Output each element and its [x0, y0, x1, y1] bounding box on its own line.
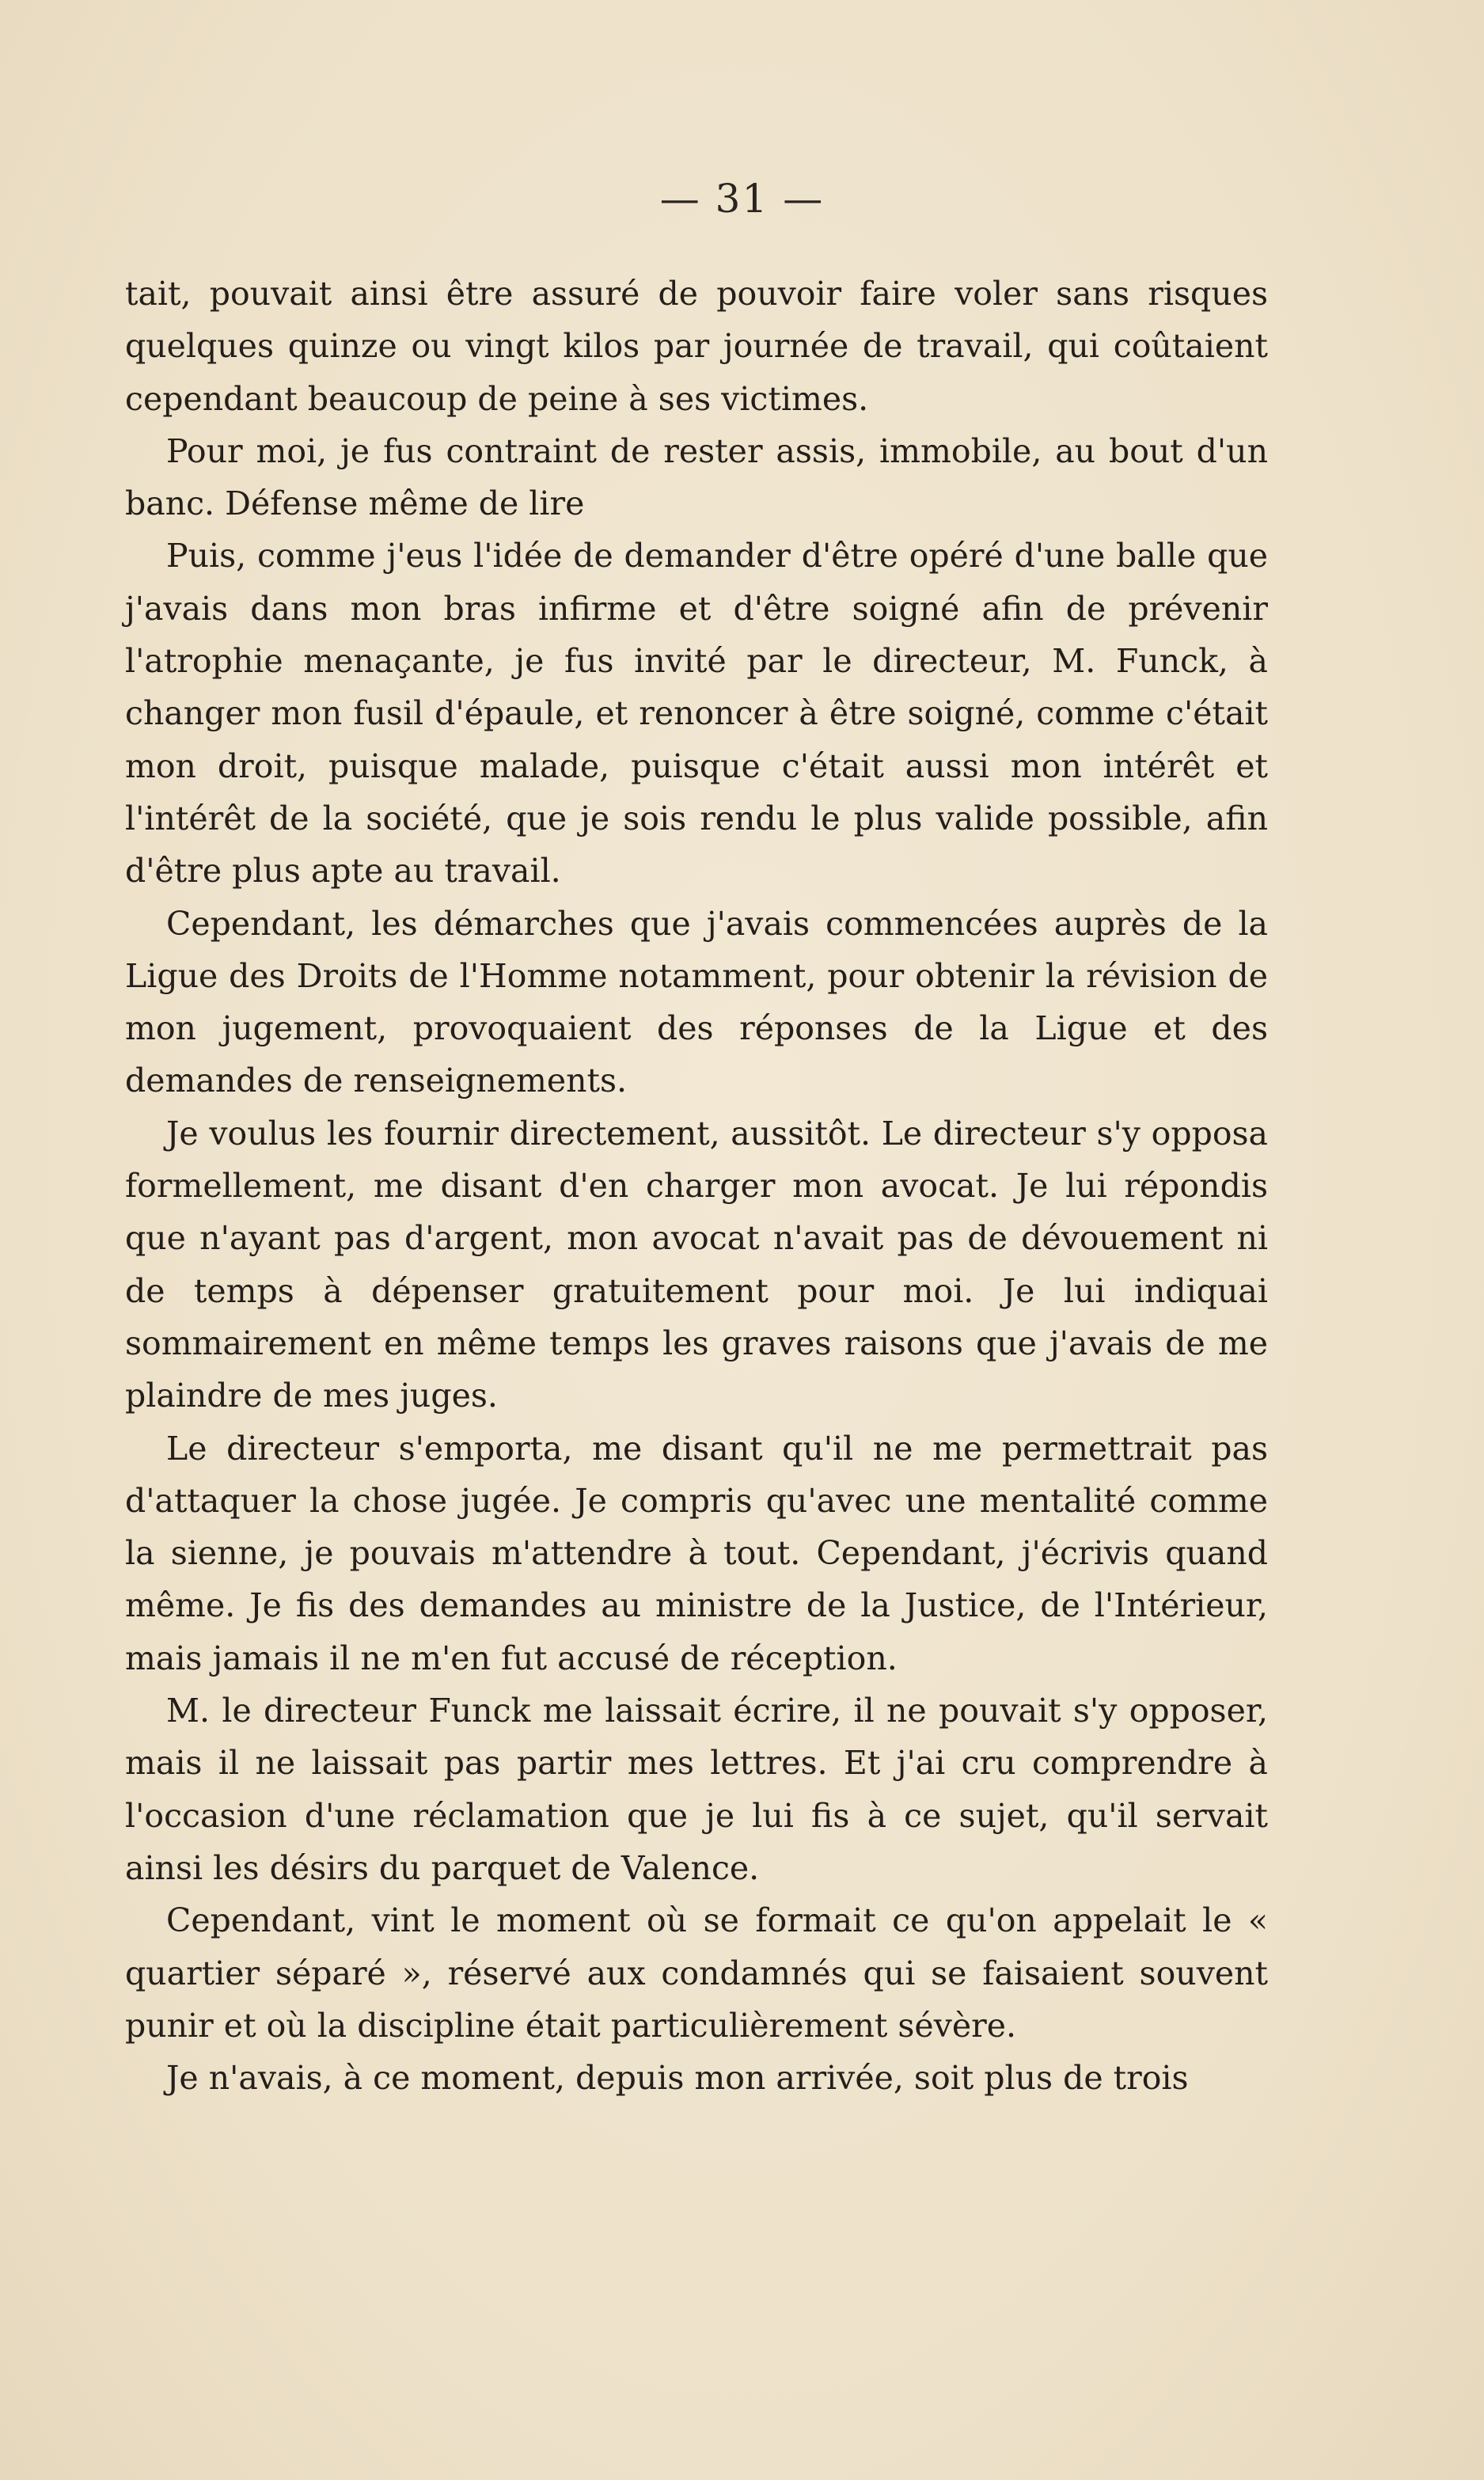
- paragraph: Je voulus les fournir directement, aussitôt. Le directeur s'y opposa formellement, me disant d'en charger mon avocat. Je lui répondis que n'ayant pas d'argent, mon avocat n'avait pas de dévouement ni de temps à dépenser gratuitement pour moi. Je lui indiquai sommairement en même temps les graves raisons que j'avais de me plaindre de mes juges.: [125, 1114, 1268, 1415]
- paragraph: Le directeur s'emporta, me disant qu'il ne me permettrait pas d'attaquer la chose jugée. Je compris qu'avec une mentalité comme la sienne, je pouvais m'attendre à tout. Cependant, j'écrivis quand même. Je fis des demandes au ministre de la Justice, de l'Intérieur, mais jamais il ne m'en fut accusé de réception.: [125, 1429, 1268, 1677]
- paragraph: Puis, comme j'eus l'idée de demander d'être opéré d'une balle que j'avais dans mon bras infirme et d'être soigné afin de prévenir l'atrophie menaçante, je fus invité par le directeur, M. Funck, à changer mon fusil d'épaule, et renoncer à être soigné, comme c'était mon droit, puisque malade, puisque c'était aussi mon intérêt et l'intérêt de la société, que je sois rendu le plus valide possible, afin d'être plus apte au travail.: [125, 537, 1268, 891]
- paragraph: M. le directeur Funck me laissait écrire, il ne pouvait s'y opposer, mais il ne laissait pas partir mes lettres. Et j'ai cru comprendre à l'occasion d'une réclamation que je lui fis à ce sujet, qu'il servait ainsi les désirs du parquet de Valence.: [125, 1692, 1268, 1887]
- page-number: — 31 —: [659, 176, 825, 222]
- paragraph: Cependant, vint le moment où se formait ce qu'on appelait le « quartier séparé », réservé aux condamnés qui se faisaient souvent punir et où la discipline était particulièrement sévère.: [125, 1901, 1268, 2045]
- paragraph: Cependant, les démarches que j'avais commencées auprès de la Ligue des Droits de l'Homme notamment, pour obtenir la révision de mon jugement, provoquaient des réponses de la Ligue et des demandes de renseignements.: [125, 904, 1268, 1100]
- body-text: [125, 268, 1268, 2104]
- paragraph: Pour moi, je fus contraint de rester assis, immobile, au bout d'un banc. Défense même de lire: [125, 431, 1268, 523]
- paragraph: tait, pouvait ainsi être assuré de pouvoir faire voler sans risques quelques quinze ou vingt kilos par journée de travail, qui coûtaient cependant beaucoup de peine à ses victimes.: [125, 275, 1268, 418]
- paragraph: Je n'avais, à ce moment, depuis mon arrivée, soit plus de trois: [166, 2059, 1189, 2098]
